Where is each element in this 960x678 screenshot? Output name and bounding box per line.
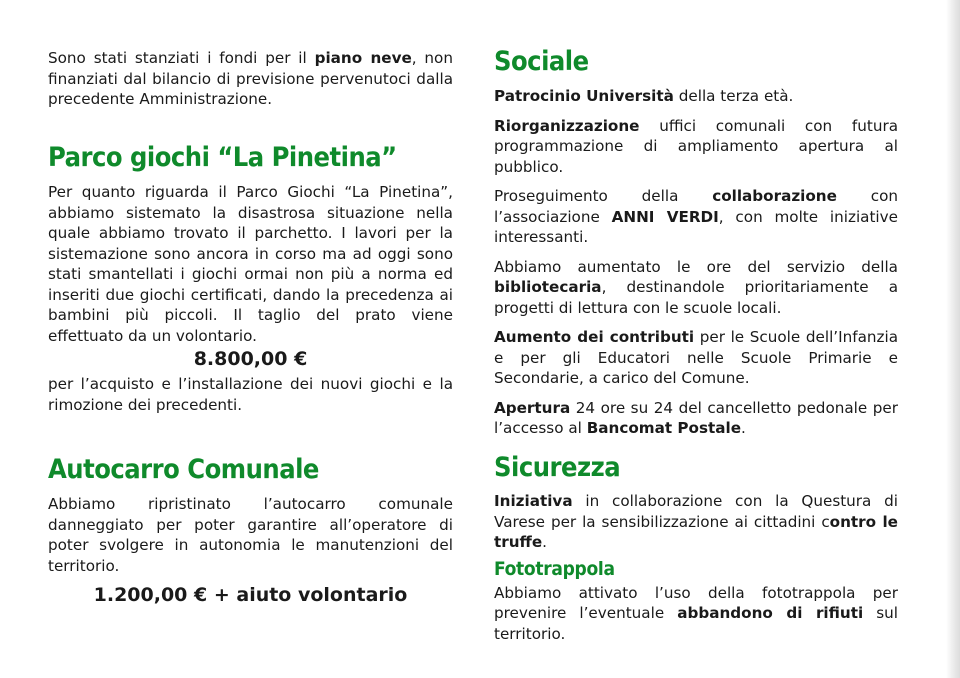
intro-text-2: , non finanziati dal bilancio di previsione pervenutoci dalla precedente Amministrazione. — [48, 49, 453, 108]
sociale-item-6-bold-1: Apertura — [494, 398, 571, 417]
sicurezza-item-1-bold-1: Iniziativa — [494, 492, 573, 510]
page-edge-shadow — [946, 0, 960, 678]
parco-paragraph: Per quanto riguarda il Parco Giochi “La Pinetina”, abbiamo sistemato la disastrosa situazione nella quale abbiamo trovato il parchetto. I lavori per la sistemazione sono ancora in corso ma ad oggi sono stati smantellati i giochi ormai non più a norma ed inseriti due giochi certificati, dando la precedenza ai bambini più piccoli. Il taglio del prato viene effettuato da un volontario. — [48, 183, 453, 345]
autocarro-amount: 1.200,00 € + aiuto volontario — [93, 584, 408, 606]
intro-bold: piano neve — [314, 49, 412, 67]
sociale-item-5-bold: Aumento dei contributi — [494, 328, 695, 346]
intro-paragraph — [48, 48, 453, 110]
fototrappola-text-1: Abbiamo attivato l’uso della fototrappola per prevenire l’eventuale — [494, 583, 898, 622]
sicurezza-item-1-text-1: in collaborazione con la Questura di Varese per la sensibilizzazione ai cittadini c — [494, 492, 898, 531]
sociale-item-3-text-3: , con molte iniziative interessanti. — [494, 207, 898, 246]
fototrappola-text-2: sul territorio. — [494, 604, 898, 643]
parco-heading: Parco giochi “La Pinetina” — [48, 142, 397, 173]
intro-text-1: Sono stati stanziati i fondi per il — [48, 49, 315, 67]
sociale-item-1-text: della terza età. — [673, 87, 794, 105]
sociale-section — [494, 46, 898, 439]
fototrappola-bold: abbandono di rifiuti — [677, 604, 864, 622]
sociale-item-4-text-2: , destinandole prioritariamente a progetti di lettura con le scuole locali. — [494, 278, 898, 317]
sociale-item-3-text-2: con l’associazione — [494, 187, 898, 226]
sociale-item-6 — [494, 398, 898, 439]
sicurezza-section — [494, 452, 898, 644]
sicurezza-item-1 — [494, 491, 898, 553]
sociale-item-2 — [494, 116, 898, 178]
intro-block — [48, 48, 453, 110]
sicurezza-item-1-bold-2: ontro le truffe — [494, 512, 898, 551]
sociale-item-6-bold-2: Bancomat Postale — [586, 419, 742, 437]
autocarro-section — [48, 454, 453, 608]
parco-paragraph-2: per l’acquisto e l’installazione dei nuovi giochi e la rimozione dei precedenti. — [48, 375, 453, 414]
sociale-item-5-text: per le Scuole dell’Infanzia e per gli Educatori nelle Scuole Primarie e Secondarie, a carico del Comune. — [494, 328, 898, 387]
sociale-item-2-bold: Riorganizzazione — [494, 116, 640, 135]
sociale-heading: Sociale — [494, 46, 589, 77]
sociale-item-3-bold-2: ANNI VERDI — [611, 207, 719, 226]
fototrappola-paragraph — [494, 583, 898, 645]
sociale-item-1 — [494, 86, 898, 107]
sociale-item-5 — [494, 327, 898, 389]
sicurezza-item-1-text-2: . — [542, 533, 547, 551]
parco-amount: 8.800,00 € — [193, 348, 308, 370]
sociale-item-6-text-2: . — [741, 419, 746, 437]
sociale-item-3-bold-1: collaborazione — [712, 187, 837, 205]
sociale-item-6-text-1: 24 ore su 24 del cancelletto pedonale per l’accesso al — [494, 398, 898, 437]
sociale-item-4-text-1: Abbiamo aumentato le ore del servizio della — [494, 257, 898, 276]
sociale-item-3 — [494, 186, 898, 248]
parco-section — [48, 142, 453, 415]
sociale-item-1-bold: Patrocinio Università — [494, 87, 674, 105]
fototrappola-subheading: Fototrappola — [494, 557, 615, 580]
sociale-item-4 — [494, 257, 898, 319]
autocarro-heading: Autocarro Comunale — [48, 454, 319, 485]
sociale-item-2-text: uffici comunali con futura programmazione di ampliamento apertura al pubblico. — [494, 116, 898, 176]
sociale-item-4-bold: bibliotecaria — [494, 278, 602, 296]
sociale-item-3-text-1: Proseguimento della — [494, 187, 713, 205]
autocarro-paragraph: Abbiamo ripristinato l’autocarro comunale danneggiato per poter garantire all’operatore di poter svolgere in autonomia le manutenzioni del territorio. — [48, 495, 453, 575]
sicurezza-heading: Sicurezza — [494, 452, 621, 483]
